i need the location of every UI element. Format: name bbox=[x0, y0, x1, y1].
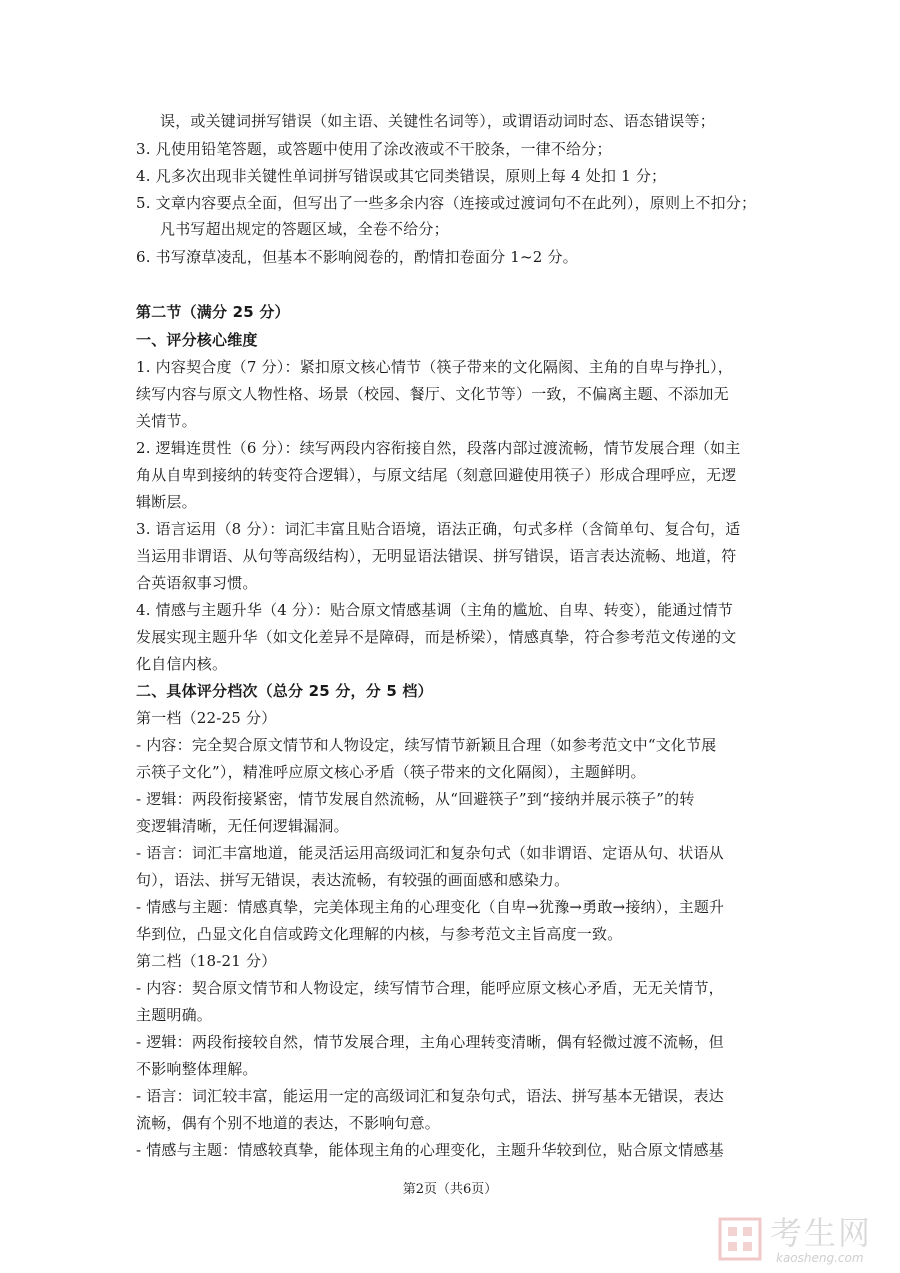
text-line: - 逻辑：两段衔接较自然，情节发展合理，主角心理转变清晰，偶有轻微过渡不流畅，但 bbox=[136, 1033, 724, 1051]
text-line: 6. 书写潦草凌乱，但基本不影响阅卷的，酌情扣卷面分 1~2 分。 bbox=[136, 248, 578, 266]
text-line: 2. 逻辑连贯性（6 分）：续写两段内容衔接自然，段落内部过渡流畅，情节发展合理（如主 bbox=[136, 439, 741, 457]
text-line: 不影响整体理解。 bbox=[136, 1060, 258, 1078]
subsection-heading: 二、具体评分档次（总分 25 分，分 5 档） bbox=[136, 682, 433, 700]
text-line: 5. 文章内容要点全面，但写出了一些多余内容（连接或过渡词句不在此列），原则上不扣分； bbox=[136, 194, 757, 212]
text-line: 3. 语言运用（8 分）：词汇丰富且贴合语境，语法正确，句式多样（含简单句、复合句，适 bbox=[136, 520, 741, 538]
watermark-logo-icon bbox=[718, 1215, 762, 1263]
text-line: 示筷子文化”），精准呼应原文核心矛盾（筷子带来的文化隔阂），主题鲜明。 bbox=[136, 763, 646, 781]
text-line: - 内容：契合原文情节和人物设定，续写情节合理，能呼应原文核心矛盾，无无关情节， bbox=[136, 979, 724, 997]
text-line: 3. 凡使用铅笔答题，或答题中使用了涂改液或不干胶条，一律不给分； bbox=[136, 140, 612, 158]
text-line: 化自信内核。 bbox=[136, 655, 228, 673]
text-line: 4. 情感与主题升华（4 分）：贴合原文情感基调（主角的尴尬、自卑、转变），能通过情节 bbox=[136, 601, 733, 619]
text-line: 误，或关键词拼写错误（如主语、关键性名词等），或谓语动词时态、语态错误等； bbox=[160, 112, 715, 130]
text-line: 发展实现主题升华（如文化差异不是障碍，而是桥梁），情感真挚，符合参考范文传递的文 bbox=[136, 628, 737, 646]
page-footer: 第2页（共6页） bbox=[402, 1182, 498, 1197]
text-line: 1. 内容契合度（7 分）：紧扣原文核心情节（筷子带来的文化隔阂、主角的自卑与挣扎）， bbox=[136, 358, 733, 376]
text-line: 4. 凡多次出现非关键性单词拼写错误或其它同类错误，原则上每 4 处扣 1 分； bbox=[136, 167, 667, 185]
subsection-heading: 一、评分核心维度 bbox=[136, 331, 258, 349]
text-line: 角从自卑到接纳的转变符合逻辑），与原文结尾（刻意回避使用筷子）形成合理呼应，无逻 bbox=[136, 466, 737, 484]
watermark bbox=[718, 1215, 888, 1267]
text-line: 当运用非谓语、从句等高级结构），无明显语法错误、拼写错误，语言表达流畅、地道，符 bbox=[136, 547, 737, 565]
text-line: 变逻辑清晰，无任何逻辑漏洞。 bbox=[136, 817, 349, 835]
text-line: 流畅，偶有个别不地道的表达，不影响句意。 bbox=[136, 1114, 441, 1132]
text-line: 续写内容与原文人物性格、场景（校园、餐厅、文化节等）一致，不偏离主题、不添加无 bbox=[136, 385, 729, 403]
text-line: 第二档（18-21 分） bbox=[136, 952, 277, 970]
text-line: - 情感与主题：情感较真挚，能体现主角的心理变化，主题升华较到位，贴合原文情感基 bbox=[136, 1141, 724, 1159]
text-line: 华到位，凸显文化自信或跨文化理解的内核，与参考范文主旨高度一致。 bbox=[136, 925, 623, 943]
text-line: 主题明确。 bbox=[136, 1006, 213, 1024]
text-line: - 语言：词汇较丰富，能运用一定的高级词汇和复杂句式，语法、拼写基本无错误，表达 bbox=[136, 1087, 724, 1105]
text-line: 句），语法、拼写无错误，表达流畅，有较强的画面感和感染力。 bbox=[136, 871, 570, 889]
watermark-text: 考生网 bbox=[770, 1214, 873, 1252]
text-line: - 内容：完全契合原文情节和人物设定，续写情节新颖且合理（如参考范文中“文化节展 bbox=[136, 736, 717, 754]
watermark-subtext: kaosheng.com bbox=[776, 1251, 864, 1265]
text-line: - 逻辑：两段衔接紧密，情节发展自然流畅，从“回避筷子”到“接纳并展示筷子”的转 bbox=[136, 790, 695, 808]
text-line: 关情节。 bbox=[136, 412, 197, 430]
text-line: 辑断层。 bbox=[136, 493, 197, 511]
section-heading: 第二节（满分 25 分） bbox=[136, 303, 290, 321]
text-line: - 语言：词汇丰富地道，能灵活运用高级词汇和复杂句式（如非谓语、定语从句、状语从 bbox=[136, 844, 724, 862]
text-line: 第一档（22-25 分） bbox=[136, 709, 277, 727]
text-line: 凡书写超出规定的答题区域，全卷不给分； bbox=[160, 220, 449, 238]
text-line: - 情感与主题：情感真挚，完美体现主角的心理变化（自卑→犹豫→勇敢→接纳），主题升 bbox=[136, 898, 725, 916]
text-line: 合英语叙事习惯。 bbox=[136, 574, 258, 592]
